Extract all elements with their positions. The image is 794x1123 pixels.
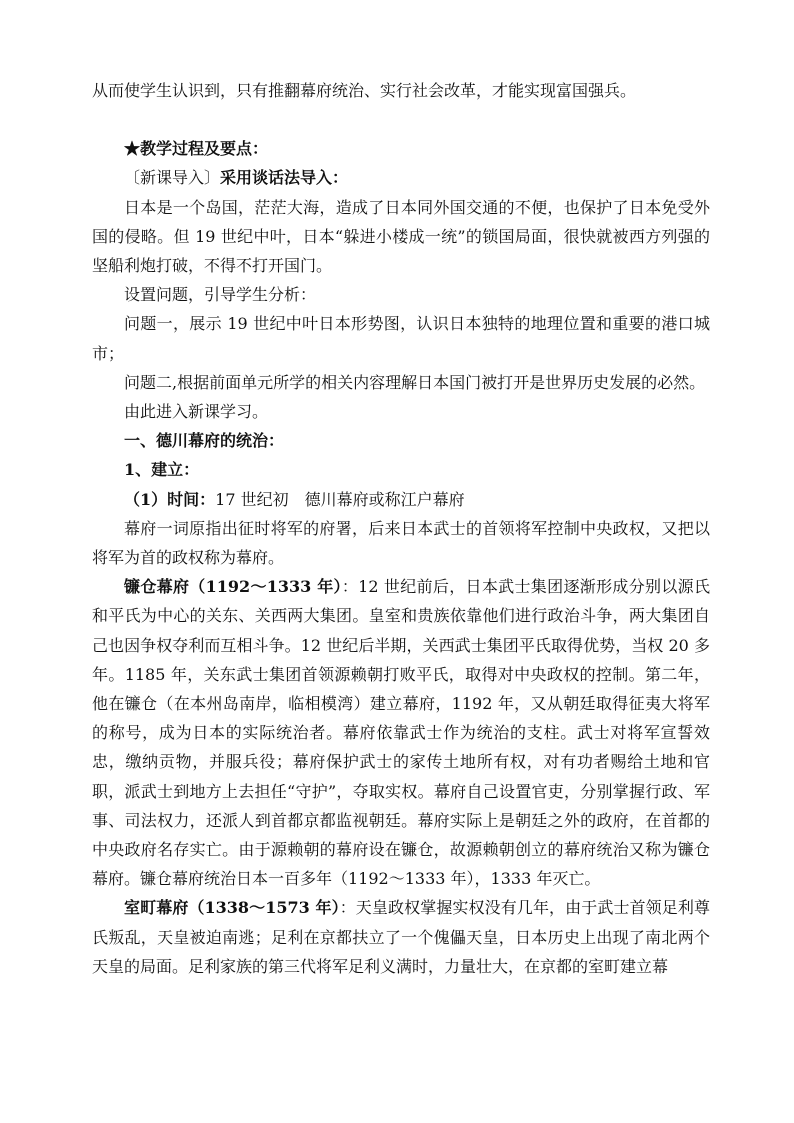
- time-value: 17 世纪初 德川幕府或称江户幕府: [215, 489, 465, 509]
- new-lesson-line: [92, 163, 710, 192]
- time-line: [92, 485, 710, 514]
- muromachi-text: ：天皇政权掌握实权没有几年，由于武士首领足利尊氏叛乱，天皇被迫南逃；足利在京都扶立了一个傀儡天皇，日本历史上出现了南北两个天皇的局面。足利家族的第三代将军足利义满时，力量壮大，在京都的室町建立幕: [92, 898, 710, 976]
- new-lesson-method: 采用谈话法导入：: [220, 168, 349, 188]
- paragraph-japan: 日本是一个岛国，茫茫大海，造成了日本同外国交通的不便，也保护了日本免受外国的侵略。但 19 世纪中叶，日本“躲进小楼成一统”的锁国局面，很快就被西方列强的坚船利炮打破，不得不打开国门。: [92, 197, 710, 276]
- intro-line: 从而使学生认识到，只有推翻幕府统治、实行社会改革，才能实现富国强兵。: [92, 81, 637, 100]
- paragraph-gap: [92, 105, 710, 134]
- question-one: 问题一，展示 19 世纪中叶日本形势图，认识日本独特的地理位置和重要的港口城市；: [92, 314, 710, 363]
- questions-intro: 设置问题，引导学生分析：: [124, 285, 317, 305]
- process-heading: ★教学过程及要点：: [124, 139, 269, 159]
- paragraph-muromachi: [92, 893, 710, 981]
- new-lesson-prefix: 〔新课导入〕: [124, 168, 221, 188]
- document-page: [92, 76, 710, 981]
- enter-lesson: 由此进入新课学习。: [124, 402, 269, 422]
- section-one-heading: 一、德川幕府的统治：: [124, 431, 285, 451]
- kamakura-title: 镰仓幕府（1192～1333 年）: [124, 577, 342, 597]
- paragraph-bakufu-definition: 幕府一词原指出征时将军的府署，后来日本武士的首领将军控制中央政权，又把以将军为首的政权称为幕府。: [92, 518, 710, 568]
- subsection-one-heading: 1、建立：: [124, 460, 200, 480]
- kamakura-text: ：12 世纪前后，日本武士集团逐渐形成分别以源氏和平氏为中心的关东、关西两大集团。皇室和贵族依靠他们进行政治斗争，两大集团自己也因争权夺利而互相斗争。12 世纪后半期，关西武士集团平氏取得优势，当权 20 多年。1185 年，关东武士集团首领源赖朝打败平氏，取得对中央政权的控制。第二年，他在镰仓（在本州岛南岸，临相模湾）建立幕府，1192 年，又从朝廷取得征夷大将军的称号，成为日本的实际统治者。幕府依靠武士作为统治的支柱。武士对将军宣誓效忠，缴纳贡物，并服兵役；幕府保护武士的家传土地所有权，对有功者赐给土地和官职，派武士到地方上去担任“守护”，夺取实权。幕府自己设置官吏，分别掌握行政、军事、司法权力，还派人到首都京都监视朝廷。幕府实际上是朝廷之外的政府，在首都的中央政府名存实亡。由于源赖朝的幕府设在镰仓，故源赖朝创立的幕府统治又称为镰仓幕府。镰仓幕府统治日本一百多年（1192～1333 年），1333 年灭亡。: [92, 577, 711, 889]
- muromachi-title: 室町幕府（1338～1573 年）: [124, 898, 340, 918]
- time-label: （1）时间：: [124, 489, 216, 509]
- question-two: 问题二,根据前面单元所学的相关内容理解日本国门被打开是世界历史发展的必然。: [124, 372, 706, 392]
- paragraph-kamakura: [92, 572, 710, 893]
